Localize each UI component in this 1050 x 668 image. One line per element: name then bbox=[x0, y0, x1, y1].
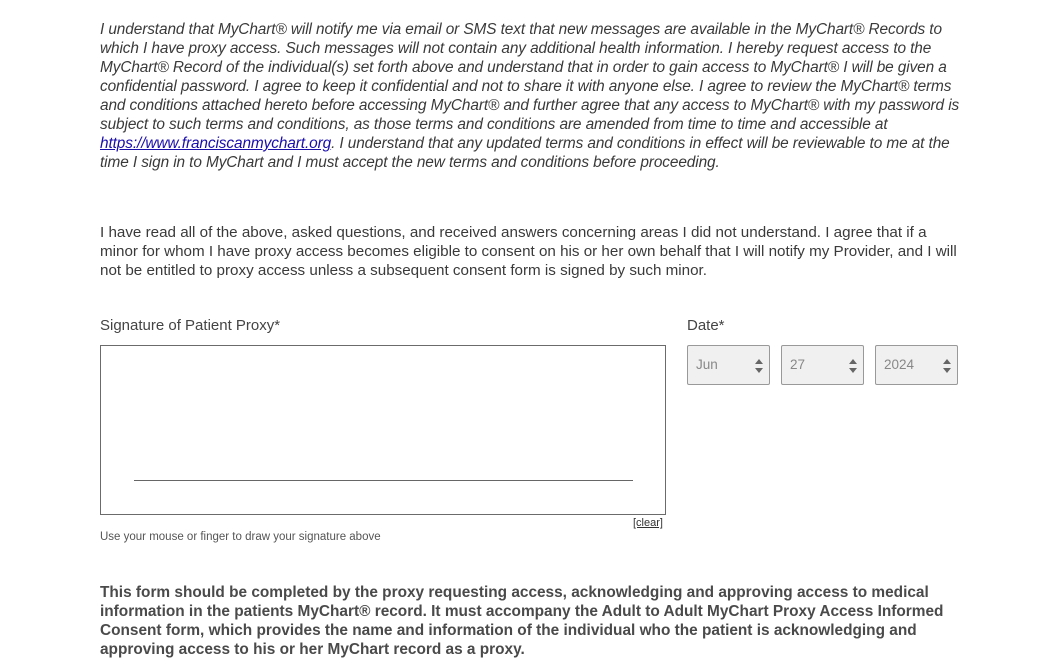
year-select[interactable] bbox=[875, 345, 958, 385]
signature-baseline bbox=[134, 480, 633, 481]
month-value: Jun bbox=[696, 357, 718, 372]
clear-signature-link[interactable]: [clear] bbox=[633, 517, 663, 529]
select-arrows-icon bbox=[943, 359, 951, 373]
footer-note: This form should be completed by the proxy requesting access, acknowledging and approving access to medical information in the patients MyChart® record. It must accompany the Adult to Adult MyChart Proxy Access Informed Consent form, which provides the name and information of the individual who the patient is acknowledging and approving access to his or her MyChart record as a proxy. bbox=[100, 584, 944, 658]
signature-label: Signature of Patient Proxy* bbox=[100, 317, 281, 334]
year-value: 2024 bbox=[884, 357, 915, 372]
acknowledgement-paragraph: I have read all of the above, asked questions, and received answers concerning areas I did not understand. I agree that if a minor for whom I have proxy access becomes eligible to consent on his or her own behalf that I will notify my Provider, and I will not be entitled to proxy access unless a subsequent consent form is signed by such minor. bbox=[100, 224, 957, 279]
consent-form bbox=[100, 20, 962, 658]
day-select[interactable] bbox=[781, 345, 864, 385]
date-label: Date* bbox=[687, 317, 725, 334]
mychart-link[interactable]: https://www.franciscanmychart.org bbox=[100, 135, 332, 152]
terms-paragraph bbox=[100, 20, 962, 172]
terms-text-before-link: I understand that MyChart® will notify me via email or SMS text that new messages are available in the MyChart® Records to which I have proxy access. Such messages will not contain any additional health information. I hereby request access to the MyChart® Record of the individual(s) set forth above and understand that in order to gain access to MyChart® I will be given a confidential password. I agree to keep it confidential and not to share it with anyone else. I agree to review the MyChart® terms and conditions attached hereto before accessing MyChart® and further agree that any access to MyChart® with my password is subject to such terms and conditions, as those terms and conditions are amended from time to time and accessible at bbox=[100, 21, 960, 133]
terms-text-after-link: . I understand that any updated terms and conditions in effect will be reviewable to me at the time I sign in to MyChart and I must accept the new terms and conditions before proceeding. bbox=[100, 135, 950, 171]
select-arrows-icon bbox=[755, 359, 763, 373]
signature-hint: Use your mouse or finger to draw your signature above bbox=[100, 531, 381, 543]
signature-pad[interactable] bbox=[100, 345, 666, 515]
month-select[interactable] bbox=[687, 345, 770, 385]
day-value: 27 bbox=[790, 357, 806, 372]
select-arrows-icon bbox=[849, 359, 857, 373]
